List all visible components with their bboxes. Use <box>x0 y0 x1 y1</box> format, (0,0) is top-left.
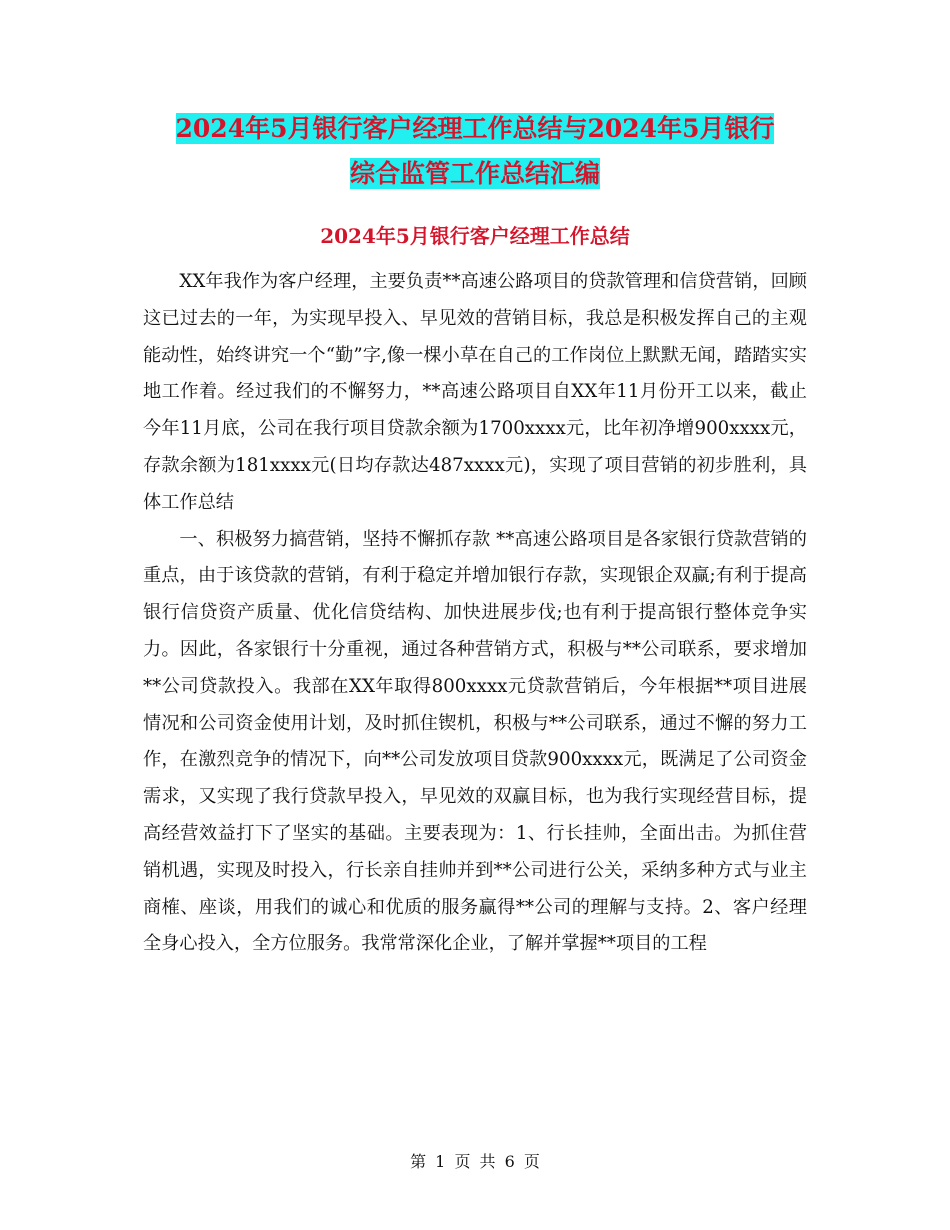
document-title-text-1: 2024年5月银行客户经理工作总结与2024年5月银行 <box>175 114 775 143</box>
page-number-footer: 第 1 页 共 6 页 <box>410 1152 540 1171</box>
document-body <box>143 264 807 963</box>
section-title: 2024年5月银行客户经理工作总结 <box>320 224 630 248</box>
document-title-line-2 <box>0 153 950 195</box>
paragraph-1: XX年我作为客户经理，主要负责**高速公路项目的贷款管理和信贷营销，回顾这已过去的一年，为实现早投入、早见效的营销目标，我总是积极发挥自己的主观能动性，始终讲究一个“勤”字,像一棵小草在自己的工作岗位上默默无闻，踏踏实实地工作着。经过我们的不懈努力，**高速公路项目自XX年11月份开工以来，截止今年11月底，公司在我行项目贷款余额为1700xxxx元，比年初净增900xxxx元，存款余额为181xxxx元(日均存款达487xxxx元)，实现了项目营销的初步胜利，具体工作总结 <box>143 271 807 513</box>
document-title-line-1 <box>0 108 950 150</box>
document-title-text-2: 综合监管工作总结汇编 <box>349 159 600 188</box>
paragraph-2: 一、积极努力搞营销，坚持不懈抓存款 **高速公路项目是各家银行贷款营销的重点，由于该贷款的营销，有利于稳定并增加银行存款，实现银企双赢;有利于提高银行信贷资产质量、优化信贷结构、加快进展步伐;也有利于提高银行整体竞争实力。因此，各家银行十分重视，通过各种营销方式，积极与**公司联系，要求增加**公司贷款投入。我部在XX年取得800xxxx元贷款营销后，今年根据**项目进展情况和公司资金使用计划，及时抓住锲机，积极与**公司联系，通过不懈的努力工作，在激烈竞争的情况下，向**公司发放项目贷款900xxxx元，既满足了公司资金需求，又实现了我行贷款早投入，早见效的双赢目标，也为我行实现经营目标，提高经营效益打下了坚实的基础。主要表现为：1、行长挂帅，全面出击。为抓住营销机遇，实现及时投入，行长亲自挂帅并到**公司进行公关，采纳多种方式与业主商榷、座谈，用我们的诚心和优质的服务赢得**公司的理解与支持。2、客户经理全身心投入，全方位服务。我常常深化企业，了解并掌握**项目的工程 <box>143 528 807 955</box>
